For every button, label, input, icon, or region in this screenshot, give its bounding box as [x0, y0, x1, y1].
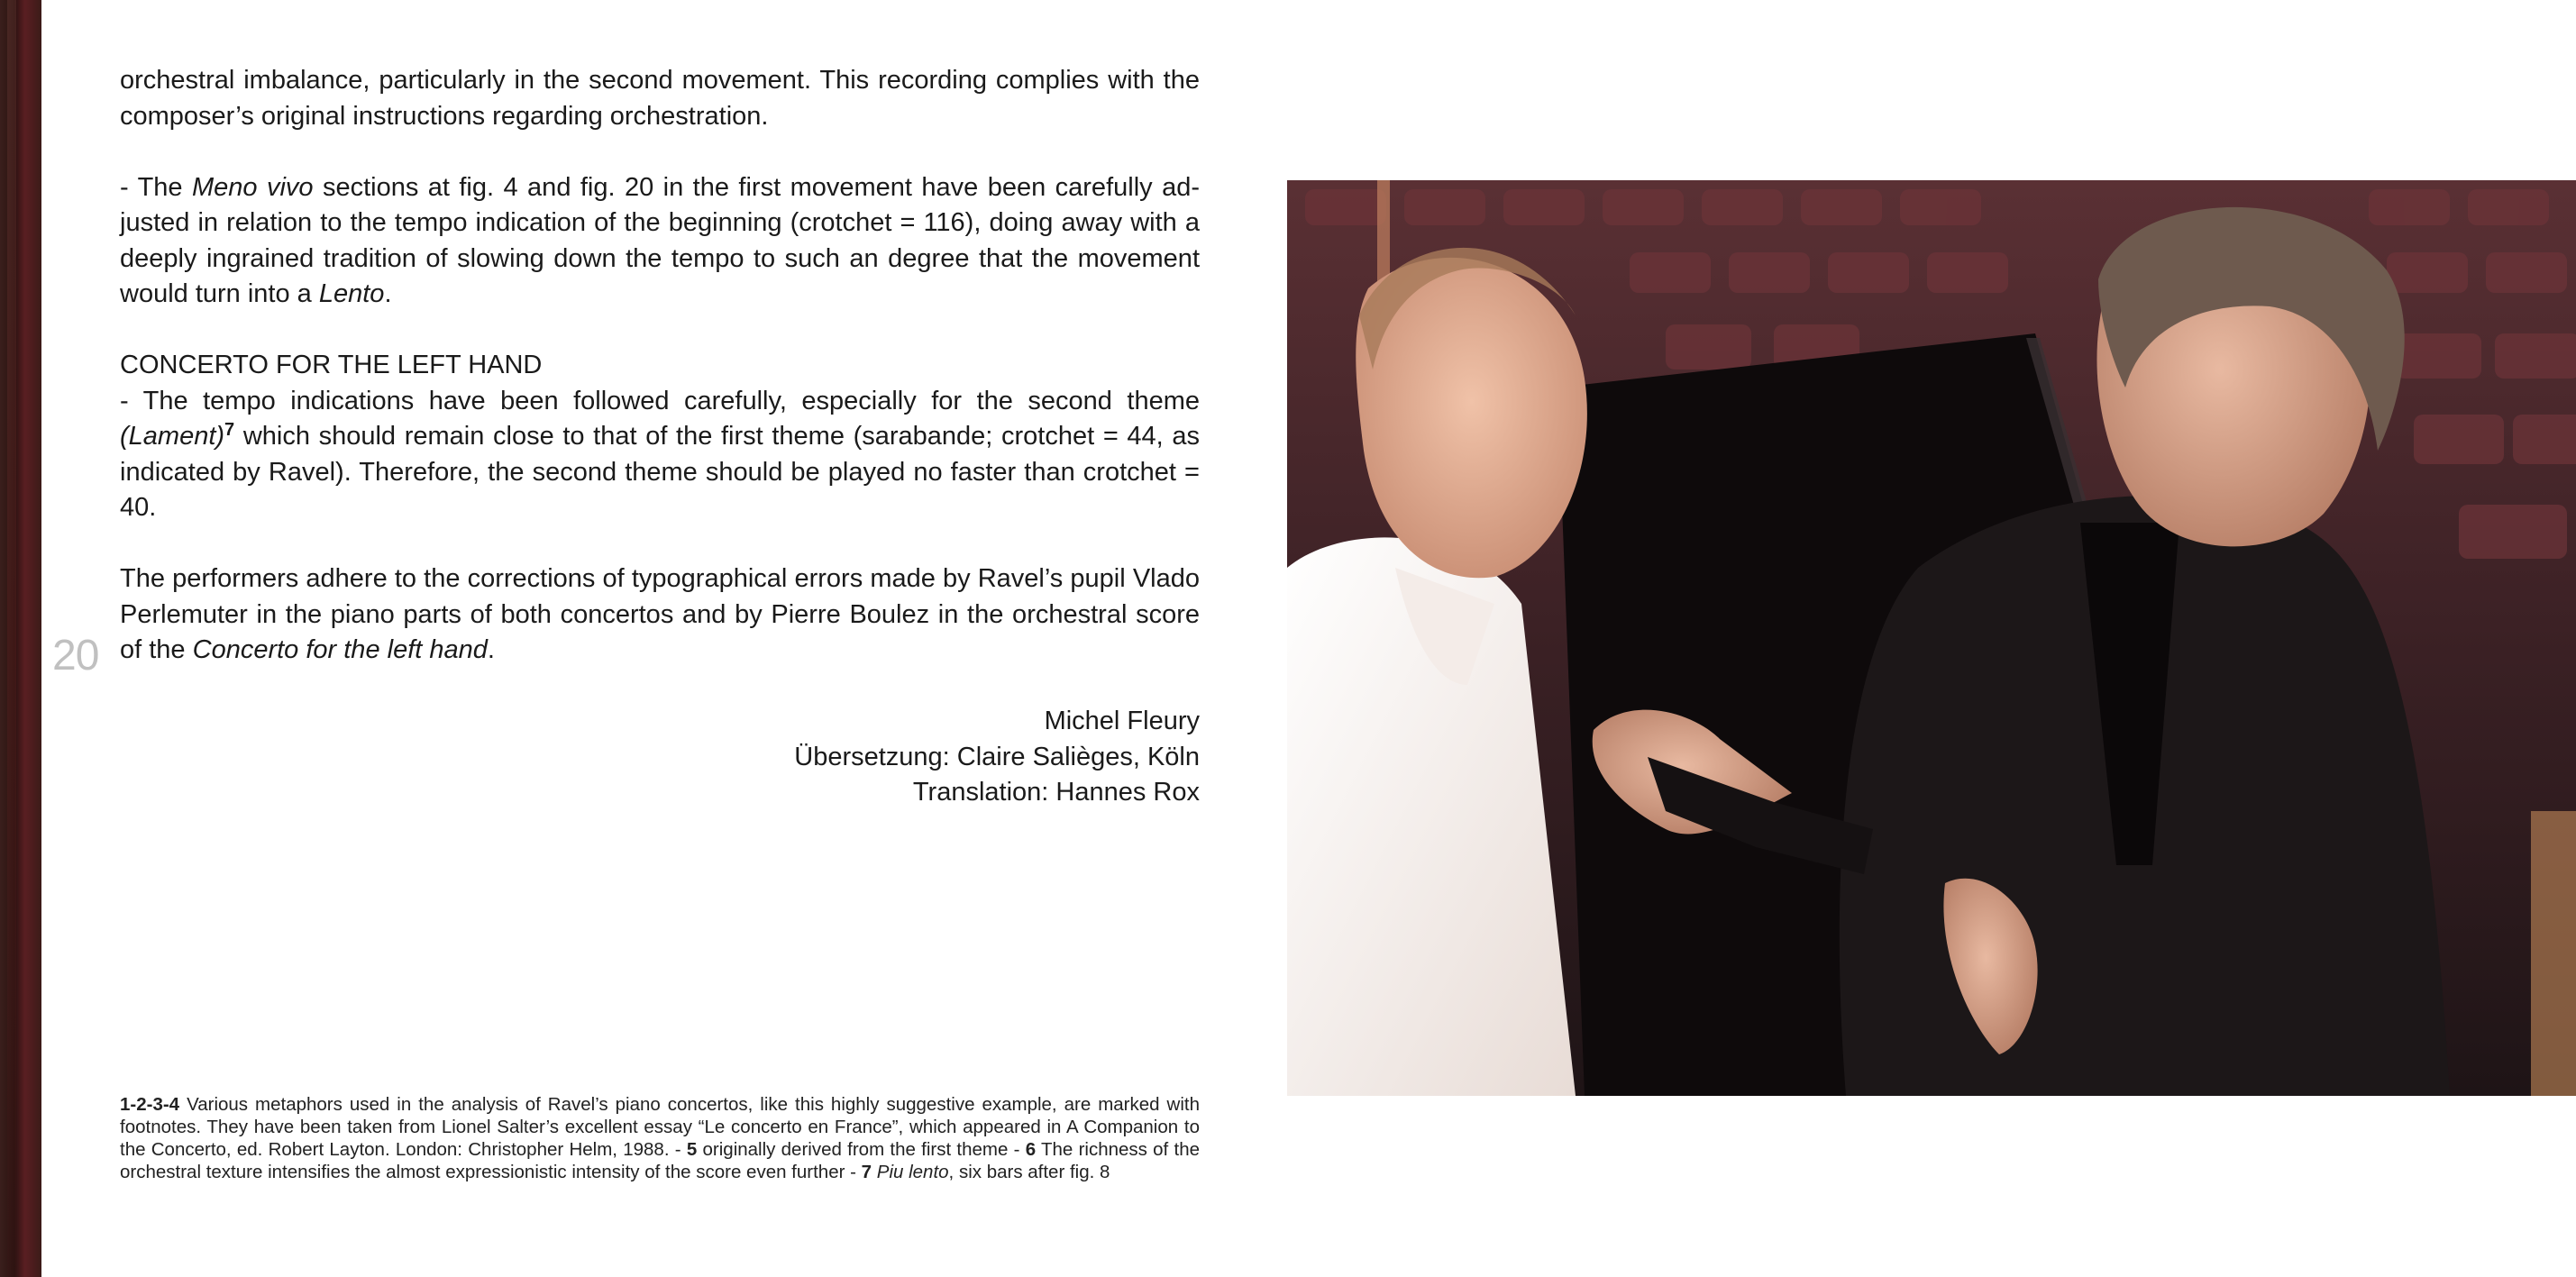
footnote-marker: 1-2-3-4 [120, 1094, 180, 1115]
footnotes [120, 1093, 1200, 1183]
text-run: - The [120, 172, 192, 202]
left-edge-decoration [0, 0, 41, 1277]
footnote-text: , six bars after fig. 8 [948, 1162, 1110, 1182]
paragraph-meno-vivo [120, 170, 1200, 313]
paragraph-corrections [120, 561, 1200, 669]
main-text-column [120, 63, 1200, 811]
paragraph-orchestration [120, 63, 1200, 134]
text-run: . [487, 635, 495, 664]
author-name: Michel Fleury [1044, 707, 1200, 735]
footnote-marker: 6 [1025, 1139, 1037, 1160]
italic-term: Concerto for the left hand [192, 635, 488, 664]
footnote-italic: Piu lento [876, 1162, 949, 1182]
footnote-text: originally derived from the first theme - [697, 1139, 1026, 1160]
footnote-marker: 7 [861, 1162, 872, 1182]
paragraph-text: orchestral imbalance, particularly in the second movement. This recording complies with the composer’s original instructions regarding orchestration. [120, 66, 1200, 131]
footnote-marker: 5 [686, 1139, 698, 1160]
footnote-text: The richness of the orchestral texture intensifies the almost expressionistic intensity of the score even further - [120, 1139, 1201, 1182]
paragraph-tempo-indications [120, 384, 1200, 526]
footnote-ref: 7 [224, 420, 235, 440]
text-run: . [384, 279, 392, 308]
italic-term: (Lament) [120, 422, 225, 451]
text-run: - The tempo indications have been followed carefully, especially for the second theme [120, 386, 1200, 415]
rehearsal-photo [1287, 180, 2576, 1096]
footnote-text: Various metaphors used in the analysis of Ravel’s piano concertos, like this highly suggestive example, are marked with footnotes. They have been taken from Lionel Salter’s excellent essay “Le concerto en France”, which appeared in A Companion to the Concerto, ed. Robert Layton. London: Christopher Helm, 1988. - [120, 1094, 1200, 1160]
signature-block [120, 704, 1200, 811]
photo-illustration [1287, 180, 2576, 1096]
section-heading: CONCERTO FOR THE LEFT HAND [120, 351, 543, 379]
italic-term: Meno vivo [191, 172, 314, 202]
text-run: The performers adhere to the corrections of typographical errors made by Ravel’s pupil Vlado Perlemuter in the piano parts of both concertos and by Pierre Boulez in the orchestral score of the [120, 564, 1200, 664]
page-number: 20 [52, 632, 99, 680]
text-run: sections at fig. 4 and fig. 20 in the first movement have been carefully adjusted in relation to the tempo indication of the beginning (crotchet = 116), doing away with a deeply ingrained tradition of slowing down the tempo to such an degree that the movement would turn into a [120, 172, 1200, 308]
english-translation-credit: Translation: Hannes Rox [912, 778, 1200, 807]
italic-term: Lento [318, 279, 385, 308]
text-run: which should remain close to that of the first theme (sarabande; crotchet = 44, as indicated by Ravel). Therefore, the second theme should be played no faster than crotchet = 40. [120, 422, 1200, 522]
german-translation-credit: Übersetzung: Claire Salièges, Köln [794, 742, 1200, 771]
